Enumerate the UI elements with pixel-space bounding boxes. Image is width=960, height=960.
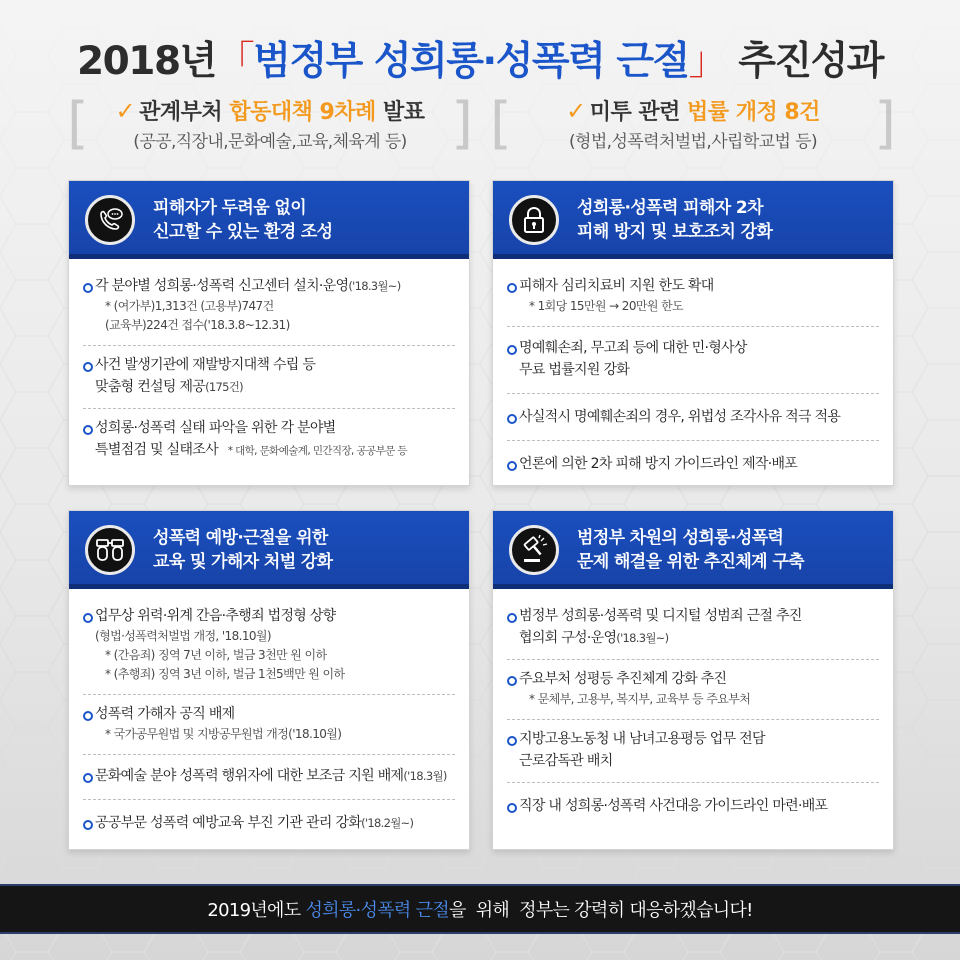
title-close-bracket: 」 (688, 39, 727, 84)
summary-prefix: 미투 관련 (589, 100, 680, 125)
list-item (507, 394, 879, 441)
list-item (83, 597, 455, 695)
item-note: * 대학, 문화예술계, 민간직장, 공공부문 등 (222, 445, 407, 457)
item-text: 사건 발생기관에 재발방지대책 수립 등 (83, 354, 455, 376)
item-note: * 국가공무원법 및 지방공무원법 개정('18.10월) (83, 725, 455, 744)
list-item (507, 327, 879, 394)
list-item (83, 346, 455, 409)
summary-sub: (형법,성폭력처벌법,사립학교법 등) (569, 132, 817, 152)
card-header (69, 511, 469, 589)
item-text: 무료 법률지원 강화 (519, 362, 630, 378)
card-body (493, 259, 893, 485)
card-title-line2: 문제 해결을 위한 추진체계 구축 (577, 552, 804, 572)
title-year: 2018년 (77, 39, 216, 84)
card-title-line2: 신고할 수 있는 환경 조성 (153, 222, 333, 242)
item-text: 문화예술 분야 성폭력 행위자에 대한 보조금 지원 배제 (95, 768, 404, 784)
item-date: ('18.3월~) (348, 279, 401, 293)
card-title-line1: 성폭력 예방·근절을 위한 (153, 528, 328, 548)
item-text: 피해자 심리치료비 지원 한도 확대 (507, 275, 879, 297)
title-highlight: 범정부 성희롱·성폭력 근절 (253, 39, 689, 84)
item-date: ('18.2월~) (361, 816, 414, 830)
list-item (507, 783, 879, 827)
card-title-line1: 피해자가 두려움 없이 (153, 198, 307, 218)
bracket-left-icon: [ (67, 91, 89, 156)
card-title-line1: 범정부 차원의 성희롱·성폭력 (577, 528, 784, 548)
summary-joint-measures (67, 91, 473, 158)
footer-suffix: 을 위해 정부는 강력히 대응하겠습니다! (449, 900, 753, 921)
list-item (507, 660, 879, 720)
item-note: * (추행죄) 징역 3년 이하, 벌금 1천5백만 원 이하 (83, 665, 455, 684)
list-item (507, 267, 879, 327)
check-icon: ✓ (115, 97, 136, 125)
title-suffix: 추진성과 (738, 39, 883, 84)
page-title (0, 30, 960, 86)
item-text: 사실적시 명예훼손죄의 경우, 위법성 조각사유 적극 적용 (507, 406, 879, 428)
list-item (507, 720, 879, 783)
bracket-right-icon: ] (451, 91, 473, 156)
card-body (69, 589, 469, 844)
card-education-punishment (68, 510, 470, 850)
phone-chat-icon (85, 195, 135, 245)
item-text: 지방고용노동청 내 남녀고용평등 업무 전담 (507, 728, 879, 750)
list-item (83, 267, 455, 346)
item-text: 맞춤형 컨설팅 제공 (95, 379, 206, 395)
item-text: 언론에 의한 2차 피해 방지 가이드라인 제작·배포 (507, 453, 879, 475)
item-text: 명예훼손죄, 무고죄 등에 대한 민·형사상 (507, 337, 879, 359)
item-note: * (여가부)1,313건 (고용부)747건 (83, 297, 455, 316)
card-header (493, 511, 893, 589)
card-body (69, 259, 469, 471)
card-header (69, 181, 469, 259)
handcuffs-icon (85, 525, 135, 575)
summary-accent: 법률 개정 8건 (687, 100, 820, 125)
footer-highlight: 성희롱·성폭력 근절 (305, 900, 449, 921)
item-text: 업무상 위력·위계 간음·추행죄 법정형 상향 (83, 605, 455, 627)
item-text: 성폭력 가해자 공직 배제 (83, 703, 455, 725)
item-count: (175건) (205, 380, 243, 394)
footer-prefix: 2019년에도 (207, 900, 301, 921)
bracket-right-icon: ] (874, 91, 896, 156)
item-text: 특별점검 및 실태조사 (95, 442, 218, 458)
summary-suffix: 발표 (382, 100, 425, 125)
gavel-icon (509, 525, 559, 575)
card-body (493, 589, 893, 827)
list-item (83, 755, 455, 800)
list-item (507, 597, 879, 660)
item-text: 주요부처 성평등 추진체계 강화 추진 (507, 668, 879, 690)
item-note: * 문체부, 고용부, 복지부, 교육부 등 주요부처 (507, 690, 879, 709)
item-text: 범정부 성희롱·성폭력 및 디지털 성범죄 근절 추진 (507, 605, 879, 627)
bracket-left-icon: [ (490, 91, 512, 156)
item-text: 근로감독관 배치 (519, 753, 613, 769)
card-title-line2: 피해 방지 및 보호조치 강화 (577, 222, 773, 242)
card-reporting-environment (68, 180, 470, 486)
item-text: 각 분야별 성희롱·성폭력 신고센터 설치·운영 (95, 278, 349, 294)
item-note: (교육부)224건 접수('18.3.8~12.31) (105, 318, 290, 332)
card-title-line1: 성희롱·성폭력 피해자 2차 (577, 198, 763, 218)
card-governance-system (492, 510, 894, 850)
list-item (83, 409, 455, 471)
card-header (493, 181, 893, 259)
item-text: 직장 내 성희롱·성폭력 사건대응 가이드라인 마련·배포 (507, 795, 879, 817)
card-victim-protection (492, 180, 894, 486)
item-note: * (간음죄) 징역 7년 이하, 벌금 3천만 원 이하 (83, 646, 455, 665)
item-text: 성희롱·성폭력 실태 파악을 위한 각 분야별 (83, 417, 455, 439)
list-item (507, 441, 879, 485)
check-icon: ✓ (566, 97, 586, 125)
item-date: ('18.3월~) (616, 631, 669, 645)
summary-prefix: 관계부처 (139, 100, 223, 125)
card-title-line2: 교육 및 가해자 처벌 강화 (153, 552, 333, 572)
summary-sub: (공공,직장내,문화예술,교육,체육계 등) (133, 132, 407, 152)
item-note: * 1회당 15만원 → 20만원 한도 (507, 297, 879, 316)
title-open-bracket: 「 (215, 39, 254, 84)
list-item (83, 800, 455, 844)
summary-law-amendments (490, 91, 896, 158)
list-item (83, 695, 455, 755)
summary-accent: 합동대책 9차례 (229, 100, 376, 125)
footer-banner (0, 884, 960, 934)
lock-icon (509, 195, 559, 245)
item-text: 협의회 구성·운영 (519, 630, 617, 646)
item-date: ('18.3월) (403, 769, 447, 783)
item-text: 공공부문 성폭력 예방교육 부진 기관 관리 강화 (95, 815, 362, 831)
item-note: (형법·성폭력처벌법 개정, '18.10월) (95, 629, 271, 643)
